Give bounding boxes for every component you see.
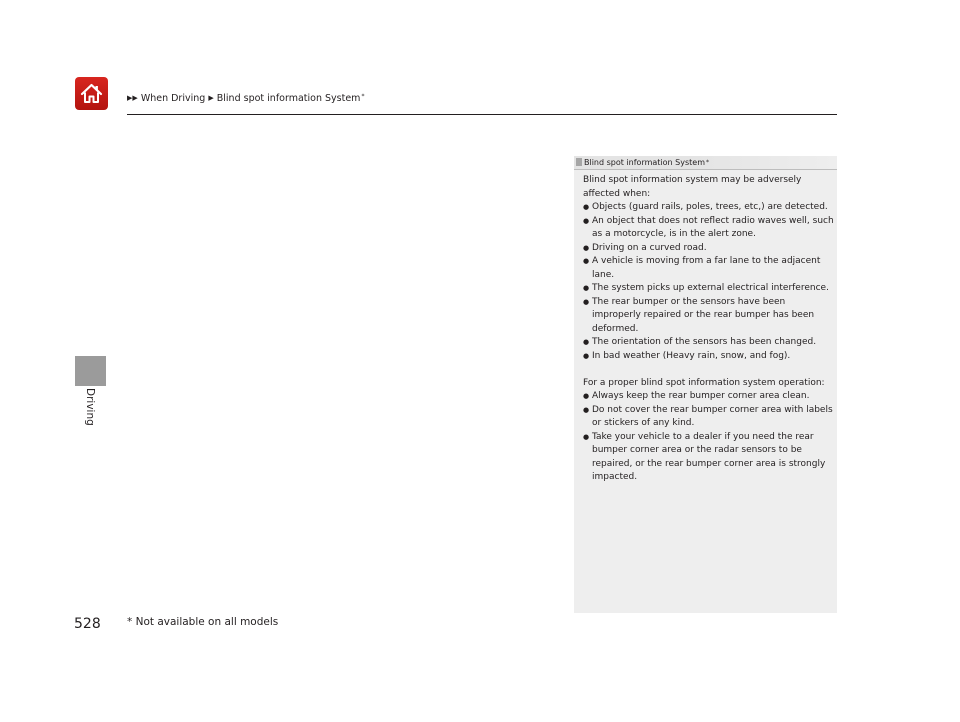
list-item: ● The rear bumper or the sensors have been improperly repaired or the rear bumper has been deformed.	[583, 296, 835, 337]
chapter-tab-label: Driving	[84, 388, 96, 426]
list-item: ● A vehicle is moving from a far lane to the adjacent lane.	[583, 255, 835, 282]
operation-intro: For a proper blind spot information system operation:	[583, 377, 825, 388]
list-item: ● The system picks up external electrical interference.	[583, 282, 835, 296]
note-panel	[574, 156, 837, 613]
list-item: ● Always keep the rear bumper corner area clean.	[583, 390, 835, 404]
asterisk-mark: *	[361, 93, 365, 100]
list-item: ● Take your vehicle to a dealer if you need the rear bumper corner area or the radar sensors to be repaired, or the rear bumper corner area is strongly impacted.	[583, 431, 835, 485]
conditions-list	[583, 201, 835, 363]
list-item: ● The orientation of the sensors has been changed.	[583, 336, 835, 350]
triangle-right-icon: ▶▶	[127, 94, 138, 102]
breadcrumb-topic[interactable]: Blind spot information System	[216, 93, 361, 104]
reference-icon	[576, 158, 582, 166]
note-heading-text: Blind spot information System	[584, 158, 705, 167]
paragraph-gap	[583, 363, 835, 377]
list-item: ● In bad weather (Heavy rain, snow, and fog).	[583, 350, 835, 364]
home-button[interactable]	[75, 77, 108, 110]
breadcrumb-section[interactable]: When Driving	[140, 93, 206, 104]
list-item: ● Objects (guard rails, poles, trees, etc,) are detected.	[583, 201, 835, 215]
list-item: ● Do not cover the rear bumper corner area with labels or stickers of any kind.	[583, 404, 835, 431]
operation-tips-list	[583, 390, 835, 485]
note-intro: Blind spot information system may be adversely affected when:	[583, 175, 802, 199]
chapter-tab[interactable]	[75, 356, 106, 386]
note-heading	[574, 156, 837, 170]
triangle-right-icon: ▶	[208, 94, 214, 102]
footnote: * Not available on all models	[127, 616, 279, 628]
asterisk-mark: *	[706, 159, 709, 166]
page-number: 528	[74, 616, 101, 632]
list-item: ● An object that does not reflect radio waves well, such as a motorcycle, is in the alert zone.	[583, 215, 835, 242]
breadcrumb	[127, 93, 364, 104]
note-body	[583, 174, 835, 485]
list-item: ● Driving on a curved road.	[583, 242, 835, 256]
header-divider	[127, 114, 837, 115]
home-icon	[79, 81, 104, 106]
